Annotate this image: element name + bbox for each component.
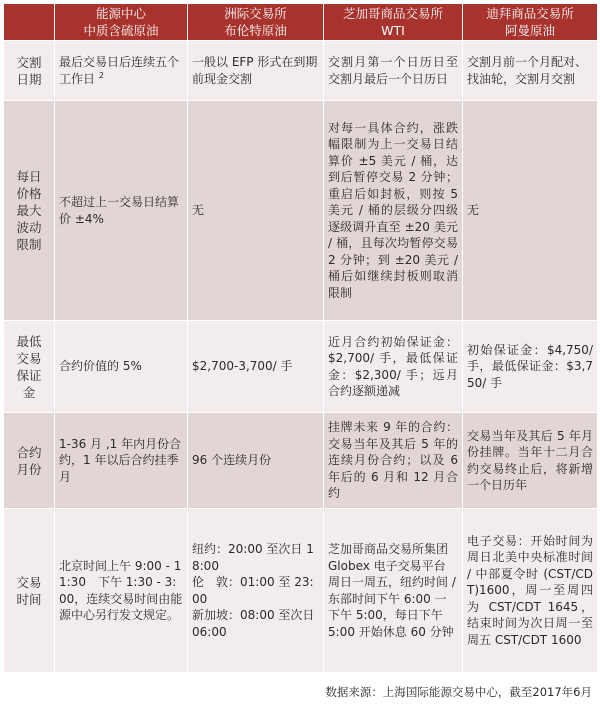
row-label [4,321,55,413]
row-label [4,41,55,101]
table-cell [463,509,598,673]
row-label-line: 保证 [16,367,42,383]
row-delivery-date [4,41,598,101]
row-label-line: 时间 [16,591,42,607]
cell-text: 无 [467,203,480,218]
cell-text: 最后交易日后连续五个工作日 [59,55,180,86]
row-label-line: 最大 [16,203,42,218]
table-cell [55,41,188,101]
table-cell [324,101,463,321]
row-trading-hours [4,509,598,673]
row-minimum-margin [4,321,598,413]
row-label-line: 每日 [16,169,42,184]
header-row [4,4,598,41]
header-line: 芝加哥商品交易所 [342,6,443,21]
row-daily-price-limit [4,101,598,321]
cell-text: 芝加哥商品交易所集团 Globex 电子交易平台 周日一周五，纽约时间 / 东部时间下午 6:00 一下午 5:00，每日下午 5:00 开始休息 60 分钟 [328,542,456,639]
crude-oil-futures-comparison-table [3,3,598,673]
cell-text: 不超过上一交易日结算价 ±4% [59,195,180,226]
table-cell [463,321,598,413]
header-line: 洲际交易所 [224,6,287,21]
row-label-line: 金 [22,384,36,400]
row-label [4,101,55,321]
row-label-line: 日期 [16,71,42,87]
row-contract-months [4,413,598,509]
table-cell [324,413,463,509]
row-label-line: 限制 [16,237,42,252]
table-cell [188,509,324,673]
table-cell [463,413,598,509]
row-label-line: 价格 [16,186,42,201]
cell-text: 1-36 月 ,1 年内月份合约，1 年以后合约挂季月 [59,436,182,484]
row-label-line: 波动 [16,220,42,235]
header-line: 阿曼原油 [504,23,555,38]
row-label-line: 交易 [16,574,42,590]
header-ice-brent-crude [188,4,324,41]
header-line: 布伦特原油 [224,23,287,38]
cell-text: 交割月前一个月配对、找油轮，交割月交割 [467,55,588,86]
header-dme-oman-crude [463,4,598,41]
header-line: 迪拜商品交易所 [486,6,574,21]
cell-text: 合约价值的 5% [59,359,142,374]
cell-text: 交割月第一个日历日至交割月最后一个日历日 [328,55,458,86]
row-label-line: 交易 [16,350,42,366]
cell-text: 纽约：20:00 至次日 18:00 伦 敦：01:00 至 23:00 新加坡：08:00 至次日 06:00 [192,542,315,639]
header-ine-medium-sour-crude [55,4,188,41]
cell-text: 对每一具体合约，涨跌幅限制为上一交易日结算价 ±5 美元 / 桶，达到后暂停交易 2 分钟；重启后如封板，则按 5 美元 / 桶的层级分四级逐级调升直至 ±20 美元 / 桶，且每次均暂停交易 2 分钟；到 ±20 美元 / 桶后如继续封板则取消限制 [328,120,458,300]
footnote-marker: 2 [98,70,104,80]
table-cell [463,41,598,101]
table-cell [188,321,324,413]
cell-text: 挂牌未来 9 年的合约：交易当年及其后 5 年的连续月份合约；以及 6 年后的 6 月和 12 月合约 [328,420,458,501]
row-label [4,413,55,509]
table-cell [188,101,324,321]
row-label [4,509,55,673]
cell-text: 北京时间上午 9:00 - 11:30 下午 1:30 - 3:00，连续交易时间由能源中心另行发文规定。 [59,558,183,622]
table-cell [55,101,188,321]
cell-text: 近月合约初始保证金：$2,700/ 手，最低保证金：$2,300/ 手；远月合约逐额递减 [328,334,458,398]
table-cell [55,321,188,413]
row-label-line: 月份 [16,461,42,477]
table-cell [324,509,463,673]
data-source-note: 数据来源：上海国际能源交易中心，截至2017年6月 [325,685,592,699]
cell-text: 初始保证金：$4,750/ 手，最低保证金：$3,750/ 手 [467,342,593,390]
header-line: 能源中心 [95,6,146,21]
row-label-line: 最低 [16,333,42,349]
cell-text: 一般以 EFP 形式在到期前现金交割 [192,55,318,86]
table-cell [55,413,188,509]
header-cme-wti [324,4,463,41]
table-cell [188,41,324,101]
row-label-line: 合约 [16,444,42,460]
cell-text: 电子交易：开始时间为周日北美中央标准时间 / 中部夏令时 (CST/CDT)1600，周一至周四为 CST/CDT 1645，结束时间为次日周一至周五 CST/CDT 1600 [467,533,593,647]
header-line: WTI [381,23,405,38]
table-cell [324,321,463,413]
header-line: 中质含硫原油 [83,23,159,38]
row-label-line: 交割 [16,54,42,70]
table-cell [463,101,598,321]
cell-text: 96 个连续月份 [192,453,272,468]
cell-text: 无 [192,203,205,218]
cell-text: $2,700-3,700/ 手 [192,359,293,374]
corner-header [4,4,55,41]
table-cell [324,41,463,101]
cell-text: 交易当年及其后 5 年月份挂牌。当年十二月合约交易终止后，将新增一个日历年 [467,428,593,492]
table-cell [188,413,324,509]
table-cell [55,509,188,673]
